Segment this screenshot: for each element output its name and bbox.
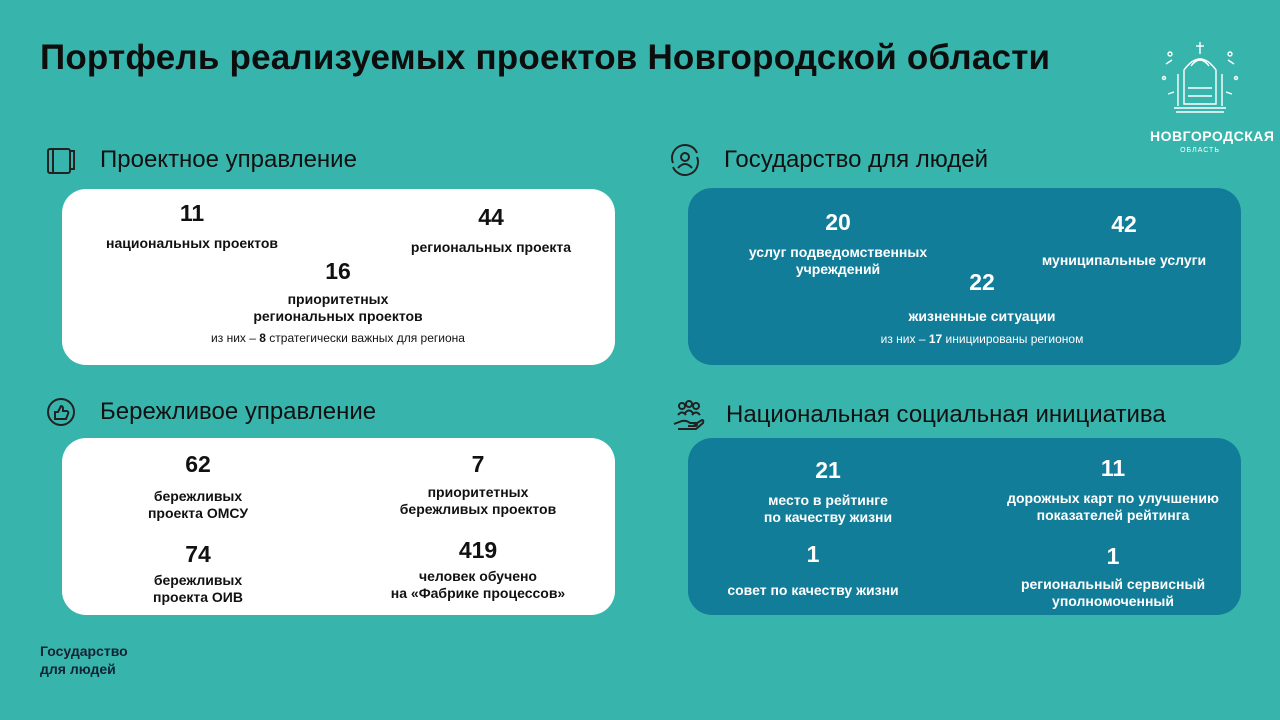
roadmaps-stat — [984, 454, 1242, 524]
people-circle-icon — [668, 143, 702, 177]
logo-subtitle: ОБЛАСТЬ — [1180, 147, 1220, 154]
stat-label-line1: человек обучено — [418, 568, 537, 584]
note-number: 17 — [928, 332, 943, 346]
stat-number: 21 — [815, 457, 841, 483]
stat-number: 11 — [179, 200, 205, 226]
section-title: Государство для людей — [724, 146, 989, 173]
section-title: Национальная социальная инициатива — [726, 401, 1166, 428]
lean-priority-stat — [380, 450, 576, 518]
logo-title: НОВГОРОДСКАЯ — [1150, 128, 1275, 144]
stat-label-line1: услуг подведомственных — [748, 244, 928, 260]
state-for-people-heading — [668, 143, 988, 177]
project-note — [138, 331, 538, 345]
national-projects-stat — [92, 199, 292, 252]
stat-label-line1: бережливых — [153, 488, 243, 504]
stat-label: совет по качеству жизни — [727, 582, 899, 598]
stat-label: жизненные ситуации — [908, 308, 1056, 324]
stat-number: 62 — [185, 451, 211, 477]
page-title: Портфель реализуемых проектов Новгородской области — [40, 38, 1051, 77]
stat-label-line2: бережливых проектов — [399, 501, 557, 517]
municipal-services-stat — [1024, 210, 1224, 269]
stat-label-line1: приоритетных — [287, 291, 389, 307]
life-situations-stat — [882, 268, 1082, 325]
stat-label: региональных проекта — [410, 239, 572, 255]
stat-number: 11 — [1100, 455, 1126, 481]
project-management-card — [62, 189, 615, 365]
state-note — [782, 332, 1182, 346]
national-social-initiative-card — [688, 438, 1241, 615]
stat-number: 22 — [969, 269, 995, 295]
footer-slogan — [40, 642, 128, 678]
note-prefix: из них – — [880, 332, 929, 346]
stat-label-line2: на «Фабрике процессов» — [390, 585, 566, 601]
stat-number: 42 — [1111, 211, 1137, 237]
stat-label-line2: по качеству жизни — [763, 509, 893, 525]
quality-rating-stat — [728, 456, 928, 526]
regional-projects-stat — [392, 203, 590, 256]
stat-label-line1: место в рейтинге — [768, 492, 888, 508]
stat-number: 20 — [825, 209, 851, 235]
stat-label: муниципальные услуги — [1041, 252, 1207, 268]
section-title: Бережливое управление — [100, 398, 377, 425]
lean-oiv-stat — [118, 540, 278, 606]
service-ombudsman-stat — [998, 542, 1228, 610]
stat-label-line2: показателей рейтинга — [1036, 507, 1190, 523]
stat-number: 74 — [185, 541, 211, 567]
stat-label-line2: проекта ОМСУ — [147, 505, 249, 521]
stat-number: 16 — [325, 258, 351, 284]
lean-omsu-stat — [118, 450, 278, 522]
lean-trained-stat — [372, 536, 584, 602]
stat-label-line1: бережливых — [153, 572, 243, 588]
stat-label-line1: дорожных карт по улучшению — [1007, 490, 1219, 506]
stat-label-line1: региональный сервисный — [1020, 576, 1206, 592]
stat-label-line2: уполномоченный — [1052, 593, 1174, 609]
national-social-initiative-heading — [672, 398, 1166, 432]
lean-thumbs-up-icon — [44, 395, 78, 429]
stat-label-line1: приоритетных — [427, 484, 529, 500]
project-management-heading — [44, 143, 357, 177]
stat-number: 1 — [1106, 543, 1120, 569]
note-number: 8 — [259, 331, 266, 345]
section-title: Проектное управление — [100, 146, 357, 173]
stat-label-line2: учреждений — [795, 261, 881, 277]
stat-label-line2: региональных проектов — [253, 308, 423, 324]
footer-line1: Государство — [40, 643, 128, 659]
note-suffix: стратегически важных для региона — [265, 331, 465, 345]
hand-people-icon — [672, 398, 706, 432]
stat-number: 7 — [471, 451, 485, 477]
lean-management-heading — [44, 395, 376, 429]
stat-label: национальных проектов — [105, 235, 279, 251]
stat-number: 1 — [806, 541, 820, 567]
kremlin-emblem-icon — [1150, 34, 1250, 126]
note-suffix: инициированы регионом — [942, 332, 1084, 346]
scroll-icon — [44, 143, 78, 177]
stat-number: 44 — [478, 204, 504, 230]
stat-number: 419 — [458, 537, 498, 563]
novgorod-region-logo — [1150, 34, 1275, 159]
state-for-people-card — [688, 188, 1241, 365]
stat-label-line2: проекта ОИВ — [153, 589, 243, 605]
note-prefix: из них – — [211, 331, 260, 345]
priority-regional-projects-stat — [238, 257, 438, 325]
quality-council-stat — [708, 540, 918, 599]
footer-line2: для людей — [40, 661, 116, 677]
lean-management-card — [62, 438, 615, 615]
